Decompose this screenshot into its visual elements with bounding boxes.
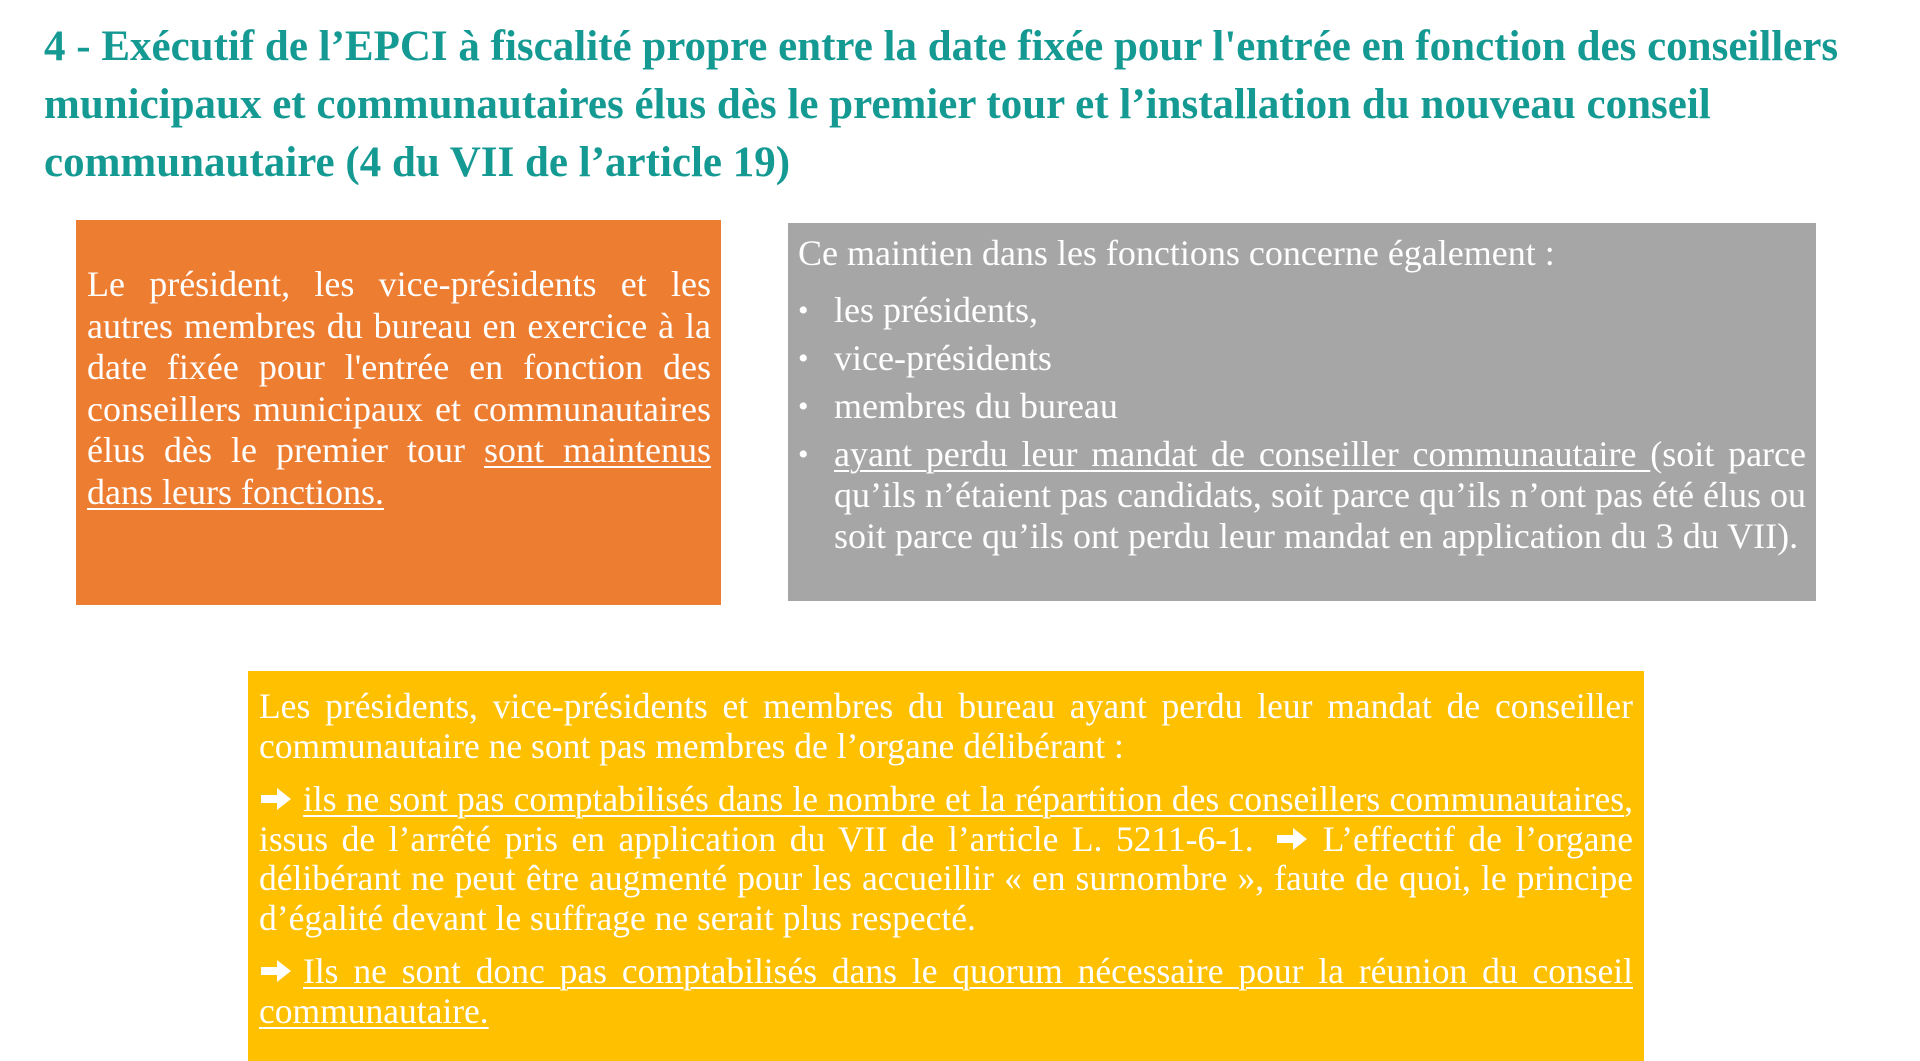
- yellow-box-point-2: [259, 952, 1633, 1031]
- right-arrow-icon: [1275, 825, 1309, 853]
- gray-box-bullet-list: [798, 290, 1806, 557]
- point-1-continuation: L’effectif de l’organe délibérant ne peut être augmenté pour les accueillir « en surnombre », faute de quoi, le principe d’égalité devant le suffrage ne serait plus respecté.: [259, 818, 1634, 938]
- list-item-text: les présidents,: [834, 290, 1038, 330]
- yellow-info-box: [248, 671, 1644, 1061]
- right-arrow-icon: [259, 785, 293, 813]
- bullet-icon: •: [798, 438, 809, 471]
- yellow-box-intro: Les présidents, vice-présidents et membres du bureau ayant perdu leur mandat de conseiller communautaire ne sont pas membres de l’organe délibérant :: [259, 686, 1633, 766]
- list-item-text: membres du bureau: [834, 386, 1118, 426]
- list-item: [798, 290, 1806, 331]
- gray-info-box: [788, 223, 1816, 601]
- orange-box-underlined-text: sont maintenus dans leurs fonctions.: [87, 430, 712, 512]
- list-item: [798, 338, 1806, 379]
- yellow-box-point-1: [259, 780, 1633, 938]
- list-item-underlined-text: ayant perdu leur mandat de conseiller communautaire: [834, 434, 1651, 474]
- bullet-icon: •: [798, 390, 809, 423]
- list-item-text: (soit parce qu’ils n’étaient pas candidats, soit parce qu’ils n’ont pas été élus ou soit parce qu’ils ont perdu leur mandat en application du 3 du VII).: [834, 434, 1806, 556]
- list-item: [798, 434, 1806, 557]
- list-item: [798, 386, 1806, 427]
- point-1-underlined-text: ils ne sont pas comptabilisés dans le nombre et la répartition des conseillers communautaires: [303, 779, 1625, 819]
- page-title: 4 - Exécutif de l’EPCI à fiscalité propre entre la date fixée pour l'entrée en fonction des conseillers municipaux et communautaires élus dès le premier tour et l’installation du nouveau conseil communautaire (4 du VII de l’article 19): [44, 23, 1839, 186]
- right-arrow-icon: [259, 957, 293, 985]
- orange-info-box: [76, 220, 721, 605]
- list-item-text: vice-présidents: [834, 338, 1052, 378]
- orange-box-text: Le président, les vice-présidents et les autres membres du bureau en exercice à la date fixée pour l'entrée en fonction des conseillers municipaux et communautaires élus dès le premier tour: [87, 264, 711, 470]
- gray-box-intro: Ce maintien dans les fonctions concerne également :: [798, 233, 1555, 273]
- point-1-text: , issus de l’arrêté pris en application du VII de l’article L. 5211-6-1.: [259, 779, 1633, 859]
- bullet-icon: •: [798, 294, 809, 327]
- point-2-underlined-text: Ils ne sont donc pas comptabilisés dans le quorum nécessaire pour la réunion du conseil communautaire.: [259, 951, 1633, 1031]
- bullet-icon: •: [798, 342, 809, 375]
